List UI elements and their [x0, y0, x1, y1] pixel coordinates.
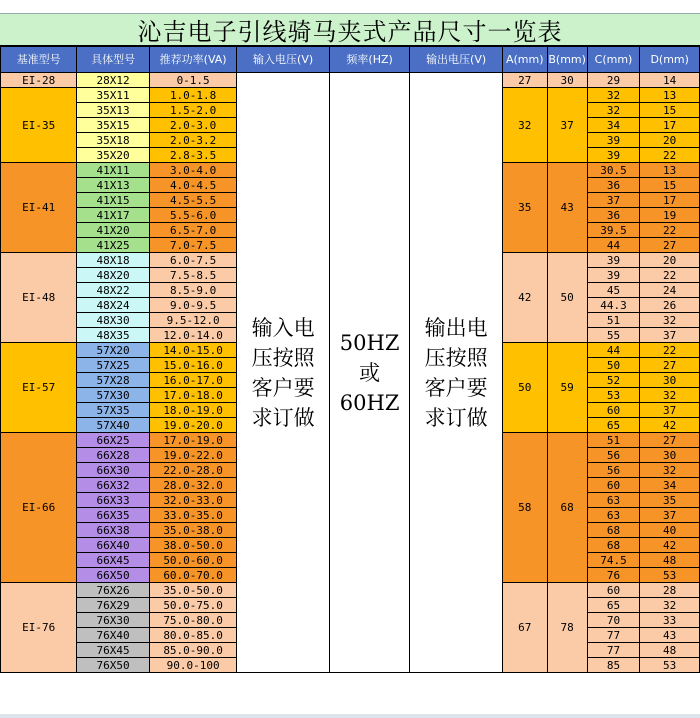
dim-d-cell[interactable]: 17	[640, 193, 700, 208]
dim-d-cell[interactable]: 24	[640, 283, 700, 298]
base-model-cell[interactable]: EI-41	[1, 163, 77, 253]
header-c[interactable]: C(mm)	[587, 47, 640, 73]
model-cell[interactable]: 48X35	[77, 328, 149, 343]
dim-c-cell[interactable]: 39	[587, 268, 640, 283]
model-cell[interactable]: 41X17	[77, 208, 149, 223]
dim-d-cell[interactable]: 15	[640, 103, 700, 118]
output-voltage-note[interactable]: 输出电压按照客户要求订做	[410, 73, 502, 673]
model-cell[interactable]: 57X35	[77, 403, 149, 418]
dim-c-cell[interactable]: 56	[587, 448, 640, 463]
dim-c-cell[interactable]: 55	[587, 328, 640, 343]
dim-a-cell[interactable]: 58	[502, 433, 547, 583]
model-cell[interactable]: 41X25	[77, 238, 149, 253]
power-cell[interactable]: 19.0-22.0	[149, 448, 237, 463]
model-cell[interactable]: 41X13	[77, 178, 149, 193]
power-cell[interactable]: 2.8-3.5	[149, 148, 237, 163]
power-cell[interactable]: 18.0-19.0	[149, 403, 237, 418]
sheet-tab-strip	[0, 714, 700, 718]
header-frequency[interactable]: 频率(HZ)	[329, 47, 410, 73]
model-cell[interactable]: 66X30	[77, 463, 149, 478]
dim-d-cell[interactable]: 40	[640, 523, 700, 538]
model-cell[interactable]: 66X28	[77, 448, 149, 463]
dim-c-cell[interactable]: 85	[587, 658, 640, 673]
dim-d-cell[interactable]: 48	[640, 643, 700, 658]
model-cell[interactable]: 66X38	[77, 523, 149, 538]
dim-c-cell[interactable]: 60	[587, 403, 640, 418]
header-input-voltage[interactable]: 输入电压(V)	[237, 47, 329, 73]
dim-d-cell[interactable]: 32	[640, 313, 700, 328]
model-cell[interactable]: 76X29	[77, 598, 149, 613]
dim-c-cell[interactable]: 76	[587, 568, 640, 583]
dim-d-cell[interactable]: 20	[640, 133, 700, 148]
dim-c-cell[interactable]: 44.3	[587, 298, 640, 313]
model-cell[interactable]: 76X45	[77, 643, 149, 658]
model-cell[interactable]: 35X13	[77, 103, 149, 118]
dim-a-cell[interactable]: 50	[502, 343, 547, 433]
power-cell[interactable]: 50.0-75.0	[149, 598, 237, 613]
dim-d-cell[interactable]: 28	[640, 583, 700, 598]
dim-d-cell[interactable]: 30	[640, 448, 700, 463]
power-cell[interactable]: 8.5-9.0	[149, 283, 237, 298]
header-power[interactable]: 推荐功率(VA)	[149, 47, 237, 73]
dim-b-cell[interactable]: 37	[547, 88, 587, 163]
dim-c-cell[interactable]: 50	[587, 358, 640, 373]
dim-d-cell[interactable]: 22	[640, 268, 700, 283]
dim-c-cell[interactable]: 52	[587, 373, 640, 388]
power-cell[interactable]: 15.0-16.0	[149, 358, 237, 373]
dim-d-cell[interactable]: 33	[640, 613, 700, 628]
model-cell[interactable]: 66X33	[77, 493, 149, 508]
base-model-cell[interactable]: EI-57	[1, 343, 77, 433]
model-cell[interactable]: 28X12	[77, 73, 149, 88]
base-model-cell[interactable]: EI-28	[1, 73, 77, 88]
dim-d-cell[interactable]: 37	[640, 403, 700, 418]
dim-b-cell[interactable]: 68	[547, 433, 587, 583]
dim-c-cell[interactable]: 36	[587, 208, 640, 223]
model-cell[interactable]: 48X18	[77, 253, 149, 268]
model-cell[interactable]: 76X40	[77, 628, 149, 643]
power-cell[interactable]: 7.5-8.5	[149, 268, 237, 283]
model-cell[interactable]: 41X11	[77, 163, 149, 178]
dim-d-cell[interactable]: 32	[640, 388, 700, 403]
model-cell[interactable]: 57X40	[77, 418, 149, 433]
dim-d-cell[interactable]: 17	[640, 118, 700, 133]
dim-c-cell[interactable]: 56	[587, 463, 640, 478]
power-cell[interactable]: 5.5-6.0	[149, 208, 237, 223]
power-cell[interactable]: 2.0-3.2	[149, 133, 237, 148]
dimension-table	[0, 46, 700, 673]
power-cell[interactable]: 17.0-19.0	[149, 433, 237, 448]
dim-c-cell[interactable]: 44	[587, 238, 640, 253]
model-cell[interactable]: 48X22	[77, 283, 149, 298]
dim-c-cell[interactable]: 30.5	[587, 163, 640, 178]
dim-b-cell[interactable]: 43	[547, 163, 587, 253]
dim-a-cell[interactable]: 42	[502, 253, 547, 343]
dim-d-cell[interactable]: 13	[640, 163, 700, 178]
base-model-cell[interactable]: EI-48	[1, 253, 77, 343]
model-cell[interactable]: 57X28	[77, 373, 149, 388]
dim-d-cell[interactable]: 27	[640, 433, 700, 448]
dim-c-cell[interactable]: 63	[587, 508, 640, 523]
table-body	[1, 73, 700, 673]
model-cell[interactable]: 57X20	[77, 343, 149, 358]
dim-d-cell[interactable]: 48	[640, 553, 700, 568]
power-cell[interactable]: 16.0-17.0	[149, 373, 237, 388]
power-cell[interactable]: 1.5-2.0	[149, 103, 237, 118]
power-cell[interactable]: 35.0-38.0	[149, 523, 237, 538]
header-b[interactable]: B(mm)	[547, 47, 587, 73]
frequency-note[interactable]: 50HZ或60HZ	[329, 73, 410, 673]
dim-c-cell[interactable]: 74.5	[587, 553, 640, 568]
dim-c-cell[interactable]: 32	[587, 103, 640, 118]
model-cell[interactable]: 76X26	[77, 583, 149, 598]
dim-a-cell[interactable]: 32	[502, 88, 547, 163]
power-cell[interactable]: 12.0-14.0	[149, 328, 237, 343]
dim-c-cell[interactable]: 60	[587, 583, 640, 598]
dim-d-cell[interactable]: 22	[640, 148, 700, 163]
dim-d-cell[interactable]: 14	[640, 73, 700, 88]
dim-c-cell[interactable]: 68	[587, 538, 640, 553]
power-cell[interactable]: 9.0-9.5	[149, 298, 237, 313]
power-cell[interactable]: 4.5-5.5	[149, 193, 237, 208]
model-cell[interactable]: 35X20	[77, 148, 149, 163]
power-cell[interactable]: 6.0-7.5	[149, 253, 237, 268]
power-cell[interactable]: 35.0-50.0	[149, 583, 237, 598]
dim-b-cell[interactable]: 59	[547, 343, 587, 433]
dim-d-cell[interactable]: 22	[640, 223, 700, 238]
dim-d-cell[interactable]: 53	[640, 568, 700, 583]
power-cell[interactable]: 85.0-90.0	[149, 643, 237, 658]
header-base-model[interactable]: 基准型号	[1, 47, 77, 73]
table-row	[1, 73, 700, 88]
dim-b-cell[interactable]: 78	[547, 583, 587, 673]
dim-d-cell[interactable]: 32	[640, 598, 700, 613]
dim-c-cell[interactable]: 68	[587, 523, 640, 538]
dim-c-cell[interactable]: 65	[587, 418, 640, 433]
dim-c-cell[interactable]: 63	[587, 493, 640, 508]
model-cell[interactable]: 66X40	[77, 538, 149, 553]
dim-c-cell[interactable]: 77	[587, 643, 640, 658]
dim-c-cell[interactable]: 70	[587, 613, 640, 628]
header-row	[1, 47, 700, 73]
header-model[interactable]: 具体型号	[77, 47, 149, 73]
model-cell[interactable]: 35X15	[77, 118, 149, 133]
dim-c-cell[interactable]: 39	[587, 148, 640, 163]
dim-c-cell[interactable]: 45	[587, 283, 640, 298]
dim-d-cell[interactable]: 27	[640, 238, 700, 253]
dim-c-cell[interactable]: 39	[587, 133, 640, 148]
dim-d-cell[interactable]: 27	[640, 358, 700, 373]
base-model-cell[interactable]: EI-35	[1, 88, 77, 163]
dim-c-cell[interactable]: 53	[587, 388, 640, 403]
model-cell[interactable]: 76X50	[77, 658, 149, 673]
model-cell[interactable]: 66X35	[77, 508, 149, 523]
model-cell[interactable]: 35X11	[77, 88, 149, 103]
power-cell[interactable]: 22.0-28.0	[149, 463, 237, 478]
dim-d-cell[interactable]: 34	[640, 478, 700, 493]
dim-c-cell[interactable]: 65	[587, 598, 640, 613]
model-cell[interactable]: 66X25	[77, 433, 149, 448]
power-cell[interactable]: 14.0-15.0	[149, 343, 237, 358]
power-cell[interactable]: 1.0-1.8	[149, 88, 237, 103]
base-model-cell[interactable]: EI-76	[1, 583, 77, 673]
power-cell[interactable]: 0-1.5	[149, 73, 237, 88]
dim-a-cell[interactable]: 27	[502, 73, 547, 88]
dim-d-cell[interactable]: 43	[640, 628, 700, 643]
dim-b-cell[interactable]: 30	[547, 73, 587, 88]
dim-d-cell[interactable]: 13	[640, 88, 700, 103]
dim-d-cell[interactable]: 22	[640, 343, 700, 358]
dim-d-cell[interactable]: 15	[640, 178, 700, 193]
header-a[interactable]: A(mm)	[502, 47, 547, 73]
model-cell[interactable]: 41X20	[77, 223, 149, 238]
model-cell[interactable]: 57X25	[77, 358, 149, 373]
power-cell[interactable]: 75.0-80.0	[149, 613, 237, 628]
power-cell[interactable]: 90.0-100	[149, 658, 237, 673]
power-cell[interactable]: 3.0-4.0	[149, 163, 237, 178]
dim-c-cell[interactable]: 51	[587, 313, 640, 328]
dim-c-cell[interactable]: 77	[587, 628, 640, 643]
model-cell[interactable]: 66X45	[77, 553, 149, 568]
dim-d-cell[interactable]: 32	[640, 463, 700, 478]
model-cell[interactable]: 76X30	[77, 613, 149, 628]
base-model-cell[interactable]: EI-66	[1, 433, 77, 583]
power-cell[interactable]: 7.0-7.5	[149, 238, 237, 253]
dim-c-cell[interactable]: 39.5	[587, 223, 640, 238]
power-cell[interactable]: 17.0-18.0	[149, 388, 237, 403]
dim-d-cell[interactable]: 30	[640, 373, 700, 388]
dim-c-cell[interactable]: 37	[587, 193, 640, 208]
dim-a-cell[interactable]: 67	[502, 583, 547, 673]
model-cell[interactable]: 41X15	[77, 193, 149, 208]
dim-c-cell[interactable]: 32	[587, 88, 640, 103]
dim-d-cell[interactable]: 37	[640, 508, 700, 523]
power-cell[interactable]: 38.0-50.0	[149, 538, 237, 553]
dim-d-cell[interactable]: 42	[640, 538, 700, 553]
dim-c-cell[interactable]: 60	[587, 478, 640, 493]
dim-c-cell[interactable]: 34	[587, 118, 640, 133]
dim-d-cell[interactable]: 19	[640, 208, 700, 223]
model-cell[interactable]: 66X50	[77, 568, 149, 583]
dim-c-cell[interactable]: 44	[587, 343, 640, 358]
dim-d-cell[interactable]: 53	[640, 658, 700, 673]
dim-d-cell[interactable]: 37	[640, 328, 700, 343]
power-cell[interactable]: 60.0-70.0	[149, 568, 237, 583]
dim-d-cell[interactable]: 20	[640, 253, 700, 268]
power-cell[interactable]: 50.0-60.0	[149, 553, 237, 568]
dim-c-cell[interactable]: 29	[587, 73, 640, 88]
dim-d-cell[interactable]: 26	[640, 298, 700, 313]
header-output-voltage[interactable]: 输出电压(V)	[410, 47, 502, 73]
power-cell[interactable]: 19.0-20.0	[149, 418, 237, 433]
dim-c-cell[interactable]: 36	[587, 178, 640, 193]
model-cell[interactable]: 35X18	[77, 133, 149, 148]
power-cell[interactable]: 32.0-33.0	[149, 493, 237, 508]
power-cell[interactable]: 33.0-35.0	[149, 508, 237, 523]
dim-c-cell[interactable]: 51	[587, 433, 640, 448]
dim-a-cell[interactable]: 35	[502, 163, 547, 253]
dim-d-cell[interactable]: 42	[640, 418, 700, 433]
dim-b-cell[interactable]: 50	[547, 253, 587, 343]
power-cell[interactable]: 2.0-3.0	[149, 118, 237, 133]
input-voltage-note[interactable]: 输入电压按照客户要求订做	[237, 73, 329, 673]
model-cell[interactable]: 57X30	[77, 388, 149, 403]
power-cell[interactable]: 28.0-32.0	[149, 478, 237, 493]
page-title: 沁吉电子引线骑马夹式产品尺寸一览表	[0, 14, 700, 46]
header-d[interactable]: D(mm)	[640, 47, 700, 73]
power-cell[interactable]: 80.0-85.0	[149, 628, 237, 643]
dim-c-cell[interactable]: 39	[587, 253, 640, 268]
model-cell[interactable]: 66X32	[77, 478, 149, 493]
power-cell[interactable]: 9.5-12.0	[149, 313, 237, 328]
model-cell[interactable]: 48X24	[77, 298, 149, 313]
model-cell[interactable]: 48X30	[77, 313, 149, 328]
power-cell[interactable]: 6.5-7.0	[149, 223, 237, 238]
dim-d-cell[interactable]: 35	[640, 493, 700, 508]
power-cell[interactable]: 4.0-4.5	[149, 178, 237, 193]
model-cell[interactable]: 48X20	[77, 268, 149, 283]
